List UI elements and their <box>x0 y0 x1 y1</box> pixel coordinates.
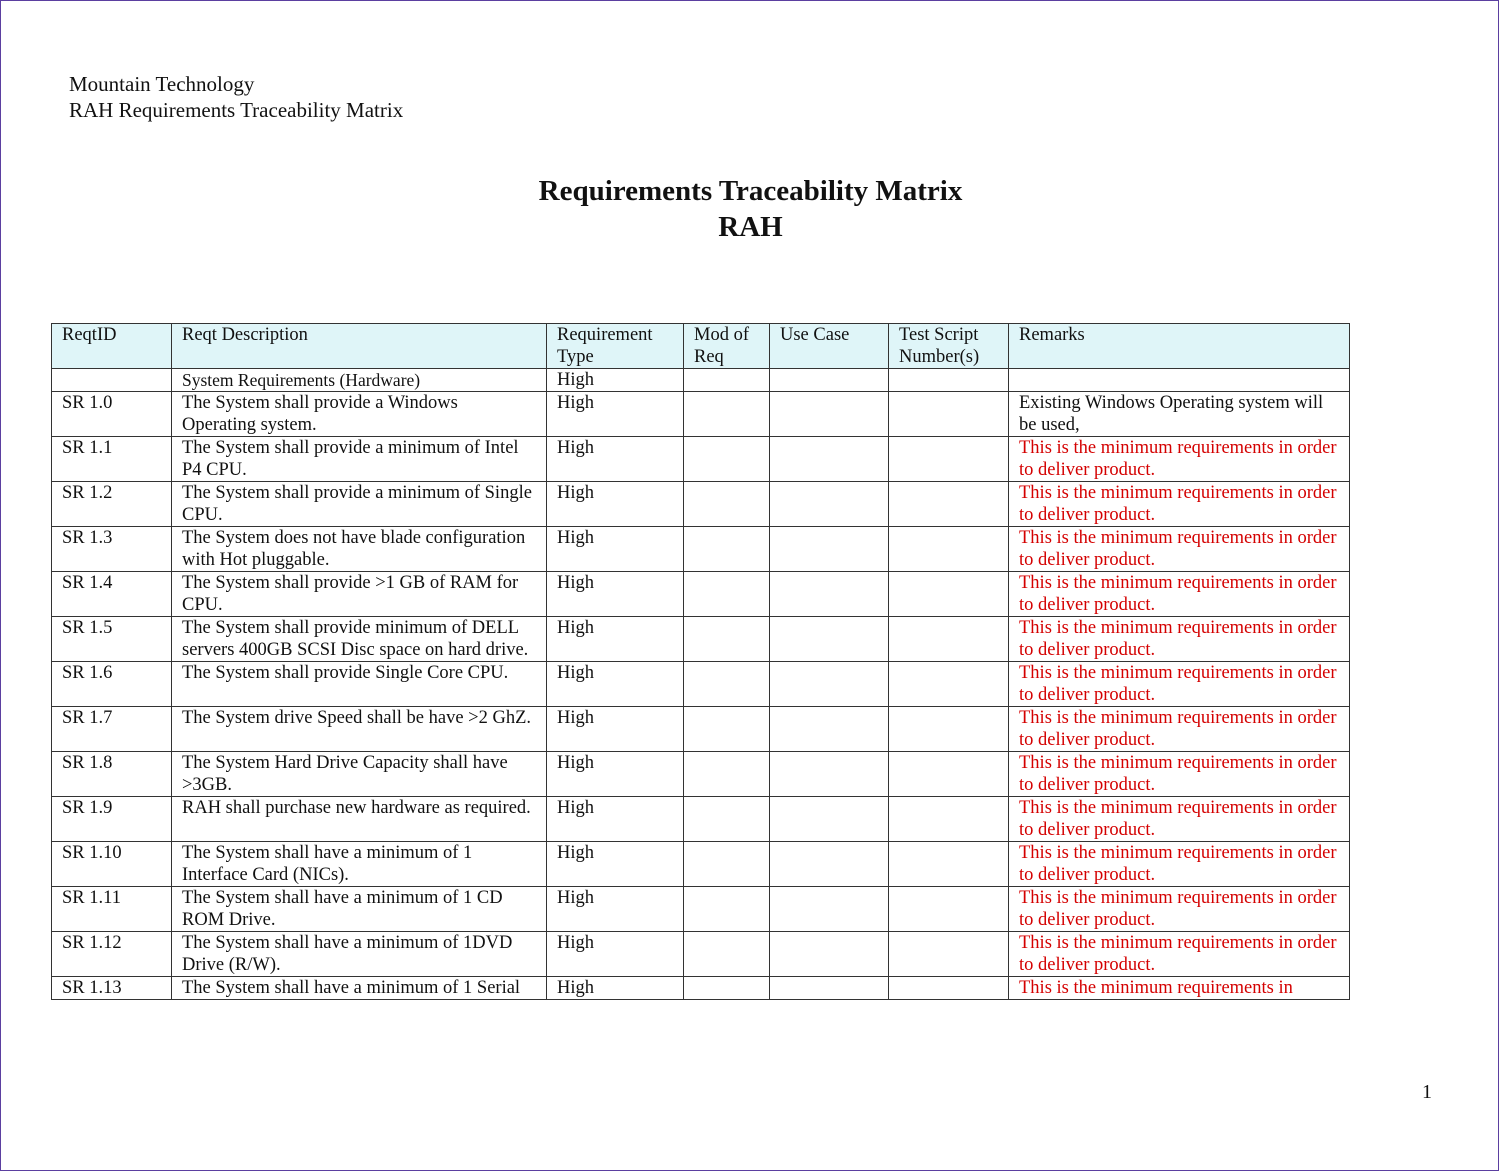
mod-of-req-cell <box>684 572 770 617</box>
col-header-reqt-id: ReqtID <box>52 324 172 369</box>
mod-of-req-cell <box>684 977 770 1000</box>
test-script-cell <box>889 572 1009 617</box>
table-row <box>52 662 1350 707</box>
section-type: High <box>547 369 684 392</box>
section-row <box>52 369 1350 392</box>
test-script-cell <box>889 482 1009 527</box>
traceability-matrix-table <box>51 323 1350 1000</box>
col-header-mod-of-req: Mod of Req <box>684 324 770 369</box>
use-case-cell <box>770 977 889 1000</box>
matrix-title <box>1 173 1500 245</box>
description-cell: The System shall have a minimum of 1 Serial <box>172 977 547 1000</box>
requirement-type-cell: High <box>547 977 684 1000</box>
description-cell: The System shall provide minimum of DELL servers 400GB SCSI Disc space on hard drive. <box>172 617 547 662</box>
remarks-cell: This is the minimum requirements in order to deliver product. <box>1009 707 1350 752</box>
reqt-id-cell: SR 1.9 <box>52 797 172 842</box>
mod-of-req-cell <box>684 887 770 932</box>
remarks-cell: This is the minimum requirements in <box>1009 977 1350 1000</box>
document-name: RAH Requirements Traceability Matrix <box>69 98 404 122</box>
requirement-type-cell: High <box>547 437 684 482</box>
use-case-cell <box>770 617 889 662</box>
title-line-2: RAH <box>718 211 783 243</box>
use-case-cell <box>770 887 889 932</box>
description-cell: The System drive Speed shall be have >2 GhZ. <box>172 707 547 752</box>
use-case-cell <box>770 482 889 527</box>
mod-of-req-cell <box>684 392 770 437</box>
description-cell: The System shall have a minimum of 1 Interface Card (NICs). <box>172 842 547 887</box>
test-script-cell <box>889 527 1009 572</box>
mod-of-req-cell <box>684 797 770 842</box>
table-row <box>52 392 1350 437</box>
reqt-id-cell: SR 1.4 <box>52 572 172 617</box>
table-row <box>52 482 1350 527</box>
mod-of-req-cell <box>684 842 770 887</box>
requirement-type-cell: High <box>547 707 684 752</box>
table-row <box>52 527 1350 572</box>
use-case-cell <box>770 662 889 707</box>
reqt-id-cell: SR 1.13 <box>52 977 172 1000</box>
mod-of-req-cell <box>684 752 770 797</box>
company-name: Mountain Technology <box>69 72 255 96</box>
requirement-type-cell: High <box>547 572 684 617</box>
reqt-id-cell: SR 1.2 <box>52 482 172 527</box>
reqt-id-cell: SR 1.12 <box>52 932 172 977</box>
table-row <box>52 617 1350 662</box>
mod-of-req-cell <box>684 617 770 662</box>
remarks-cell: Existing Windows Operating system will be used, <box>1009 392 1350 437</box>
use-case-cell <box>770 527 889 572</box>
mod-of-req-cell <box>684 482 770 527</box>
test-script-cell <box>889 887 1009 932</box>
table-row <box>52 437 1350 482</box>
description-cell: The System shall have a minimum of 1DVD Drive (R/W). <box>172 932 547 977</box>
reqt-id-cell: SR 1.0 <box>52 392 172 437</box>
reqt-id-cell: SR 1.1 <box>52 437 172 482</box>
description-cell: The System does not have blade configuration with Hot pluggable. <box>172 527 547 572</box>
table-row <box>52 842 1350 887</box>
section-label: System Requirements (Hardware) <box>172 369 547 392</box>
table-row <box>52 977 1350 1000</box>
table-row <box>52 572 1350 617</box>
requirement-type-cell: High <box>547 842 684 887</box>
requirement-type-cell: High <box>547 662 684 707</box>
table-header-row <box>52 324 1350 369</box>
use-case-cell <box>770 842 889 887</box>
table-row <box>52 797 1350 842</box>
description-cell: The System shall provide >1 GB of RAM for CPU. <box>172 572 547 617</box>
reqt-id-cell: SR 1.3 <box>52 527 172 572</box>
mod-of-req-cell <box>684 932 770 977</box>
description-cell: RAH shall purchase new hardware as required. <box>172 797 547 842</box>
remarks-cell: This is the minimum requirements in order to deliver product. <box>1009 797 1350 842</box>
col-header-requirement-type: Requirement Type <box>547 324 684 369</box>
requirement-type-cell: High <box>547 482 684 527</box>
reqt-id-cell: SR 1.8 <box>52 752 172 797</box>
remarks-cell: This is the minimum requirements in order to deliver product. <box>1009 752 1350 797</box>
table-row <box>52 932 1350 977</box>
test-script-cell <box>889 437 1009 482</box>
description-cell: The System shall provide a minimum of Single CPU. <box>172 482 547 527</box>
reqt-id-cell: SR 1.10 <box>52 842 172 887</box>
reqt-id-cell: SR 1.11 <box>52 887 172 932</box>
col-header-description: Reqt Description <box>172 324 547 369</box>
title-line-1: Requirements Traceability Matrix <box>538 175 963 207</box>
remarks-cell: This is the minimum requirements in order to deliver product. <box>1009 482 1350 527</box>
mod-of-req-cell <box>684 662 770 707</box>
mod-of-req-cell <box>684 527 770 572</box>
col-header-remarks: Remarks <box>1009 324 1350 369</box>
test-script-cell <box>889 752 1009 797</box>
requirement-type-cell: High <box>547 617 684 662</box>
test-script-cell <box>889 842 1009 887</box>
test-script-cell <box>889 392 1009 437</box>
remarks-cell: This is the minimum requirements in order to deliver product. <box>1009 932 1350 977</box>
table-row <box>52 752 1350 797</box>
requirement-type-cell: High <box>547 752 684 797</box>
description-cell: The System shall provide Single Core CPU. <box>172 662 547 707</box>
section-remarks-cell <box>1009 369 1350 392</box>
section-test-script-cell <box>889 369 1009 392</box>
test-script-cell <box>889 932 1009 977</box>
mod-of-req-cell <box>684 707 770 752</box>
remarks-cell: This is the minimum requirements in order to deliver product. <box>1009 617 1350 662</box>
use-case-cell <box>770 707 889 752</box>
description-cell: The System shall provide a Windows Operating system. <box>172 392 547 437</box>
table-row <box>52 707 1350 752</box>
use-case-cell <box>770 572 889 617</box>
remarks-cell: This is the minimum requirements in order to deliver product. <box>1009 842 1350 887</box>
section-id-cell <box>52 369 172 392</box>
requirement-type-cell: High <box>547 887 684 932</box>
use-case-cell <box>770 392 889 437</box>
test-script-cell <box>889 662 1009 707</box>
reqt-id-cell: SR 1.7 <box>52 707 172 752</box>
test-script-cell <box>889 617 1009 662</box>
test-script-cell <box>889 797 1009 842</box>
test-script-cell <box>889 977 1009 1000</box>
reqt-id-cell: SR 1.5 <box>52 617 172 662</box>
section-mod-cell <box>684 369 770 392</box>
use-case-cell <box>770 932 889 977</box>
section-use-case-cell <box>770 369 889 392</box>
col-header-use-case: Use Case <box>770 324 889 369</box>
remarks-cell: This is the minimum requirements in order to deliver product. <box>1009 437 1350 482</box>
use-case-cell <box>770 797 889 842</box>
use-case-cell <box>770 437 889 482</box>
mod-of-req-cell <box>684 437 770 482</box>
requirement-type-cell: High <box>547 392 684 437</box>
reqt-id-cell: SR 1.6 <box>52 662 172 707</box>
description-cell: The System shall provide a minimum of Intel P4 CPU. <box>172 437 547 482</box>
remarks-cell: This is the minimum requirements in order to deliver product. <box>1009 527 1350 572</box>
requirement-type-cell: High <box>547 932 684 977</box>
description-cell: The System shall have a minimum of 1 CD ROM Drive. <box>172 887 547 932</box>
remarks-cell: This is the minimum requirements in order to deliver product. <box>1009 572 1350 617</box>
remarks-cell: This is the minimum requirements in order to deliver product. <box>1009 662 1350 707</box>
col-header-test-script: Test Script Number(s) <box>889 324 1009 369</box>
document-header <box>69 71 403 123</box>
requirement-type-cell: High <box>547 527 684 572</box>
use-case-cell <box>770 752 889 797</box>
table-row <box>52 887 1350 932</box>
test-script-cell <box>889 707 1009 752</box>
description-cell: The System Hard Drive Capacity shall have >3GB. <box>172 752 547 797</box>
requirement-type-cell: High <box>547 797 684 842</box>
page-number: 1 <box>1422 1081 1432 1103</box>
remarks-cell: This is the minimum requirements in order to deliver product. <box>1009 887 1350 932</box>
